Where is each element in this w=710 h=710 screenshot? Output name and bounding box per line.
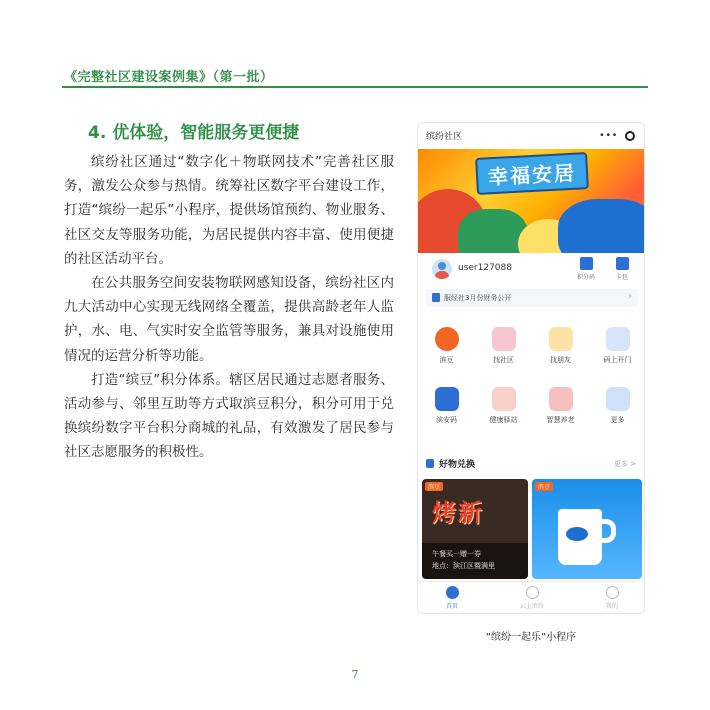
- mug-handle: [600, 519, 616, 543]
- grid-label: 滨豆: [439, 356, 454, 364]
- notice-bar[interactable]: [426, 289, 638, 307]
- body-text: [64, 150, 394, 465]
- more-dots-icon[interactable]: •••: [599, 131, 619, 141]
- header-title: 《完整社区建设案例集》（第一批）: [64, 70, 274, 85]
- grid-label: 滨安码: [436, 416, 457, 424]
- paragraph: 在公共服务空间安装物联网感知设备，缤纷社区内九大活动中心实现无线网络全覆盖，提供高龄老年人监护，水、电、气实时安全监管等服务，兼具对设施使用情况的运营分析等功能。: [64, 275, 394, 364]
- door-icon: [606, 327, 630, 351]
- tab-label: 云上滨纷: [519, 603, 544, 610]
- tab-label: 我的: [605, 603, 618, 610]
- qr-icon: [580, 257, 593, 270]
- tab-label: 首页: [445, 603, 458, 610]
- product-title: 烤新: [432, 499, 484, 527]
- header-rule: [62, 86, 648, 88]
- grid-label: 找朋友: [550, 356, 571, 364]
- figure-caption: “缤纷一起乐”小程序: [485, 632, 577, 643]
- grid-item[interactable]: [532, 327, 589, 365]
- tab-home[interactable]: [432, 586, 472, 610]
- mug-image: [558, 509, 602, 565]
- grid-label: 找社区: [493, 356, 514, 364]
- coin-icon: [435, 327, 459, 351]
- page-number: 7: [351, 668, 359, 681]
- points-tag: 滨豆: [535, 482, 553, 491]
- speaker-icon: [432, 293, 440, 302]
- home-icon: [446, 586, 459, 599]
- close-circle-icon[interactable]: [625, 131, 635, 141]
- heart-icon: [549, 327, 573, 351]
- grid-item[interactable]: [589, 387, 645, 425]
- mug-logo: [566, 527, 588, 541]
- tab-bar: [418, 581, 644, 614]
- paragraph: 缤纷社区通过“数字化＋物联网技术”完善社区服务，激发公众参与热情。统筹社区数字平台建设工作，打造“缤纷一起乐”小程序，提供场馆预约、物业服务、社区交友等服务功能，为居民提供内容丰富、使用便捷的社区活动平台。: [64, 154, 394, 267]
- grid-label: 智慧养老: [546, 416, 575, 424]
- goods-section-header: [426, 457, 638, 471]
- product-caption: 午餐买一赠一券: [432, 550, 481, 558]
- button-label: 卡包: [615, 274, 628, 281]
- grid-label: 码上开门: [603, 356, 632, 364]
- product-location: 地点：滨江区暨满里: [432, 562, 495, 570]
- app-title: 缤纷社区: [426, 132, 463, 142]
- avatar-body: [435, 271, 449, 279]
- paragraph: 打造“缤豆”积分体系。辖区居民通过志愿者服务、活动参与、邻里互助等方式取滨豆积分，积分可用于兑换缤纷数字平台积分商城的礼品，有效激发了居民参与社区志愿服务的积极性。: [64, 371, 394, 461]
- points-tag: 滨豆: [425, 482, 443, 491]
- avatar[interactable]: [432, 259, 452, 279]
- product-card[interactable]: [532, 479, 642, 579]
- shopping-bag-icon: [426, 459, 434, 468]
- chevron-right-icon: ›: [628, 291, 632, 302]
- grid-item[interactable]: [532, 387, 589, 425]
- person-icon: [606, 586, 619, 599]
- menu-capsule[interactable]: [596, 128, 638, 144]
- grid-item[interactable]: [475, 327, 532, 365]
- elder-care-icon: [549, 387, 573, 411]
- grid-item[interactable]: [589, 327, 645, 365]
- username: user127088: [458, 263, 512, 273]
- more-link[interactable]: 更多 >: [613, 460, 636, 468]
- product-card[interactable]: [422, 479, 528, 579]
- cloud-icon: [526, 586, 539, 599]
- notice-text: 服经社3月份财务公开: [444, 294, 512, 302]
- grid-item[interactable]: [475, 387, 532, 425]
- banner[interactable]: [418, 149, 644, 253]
- card-wallet-button[interactable]: [604, 257, 640, 281]
- grid-label: 健康驿站: [489, 416, 518, 424]
- banner-title: 幸福安居: [475, 152, 589, 195]
- health-icon: [492, 387, 516, 411]
- grid-item[interactable]: [418, 387, 475, 425]
- community-icon: [492, 327, 516, 351]
- goods-title: 好物兑换: [439, 460, 476, 470]
- phone-screenshot: [417, 122, 645, 614]
- tab-profile[interactable]: [592, 586, 632, 610]
- grid-label: 更多: [610, 416, 625, 424]
- grid-item[interactable]: [418, 327, 475, 365]
- more-icon: [606, 387, 630, 411]
- section-heading: 4. 优体验，智能服务更便捷: [88, 123, 300, 143]
- user-card: [418, 253, 644, 285]
- tab-cloud[interactable]: [512, 586, 552, 610]
- wallet-icon: [616, 257, 629, 270]
- app-top-bar: [418, 123, 644, 149]
- avatar-head: [438, 262, 446, 270]
- button-label: 积分码: [576, 274, 595, 281]
- points-code-button[interactable]: [568, 257, 604, 281]
- banner-decoration: [558, 199, 644, 253]
- qr-icon: [435, 387, 459, 411]
